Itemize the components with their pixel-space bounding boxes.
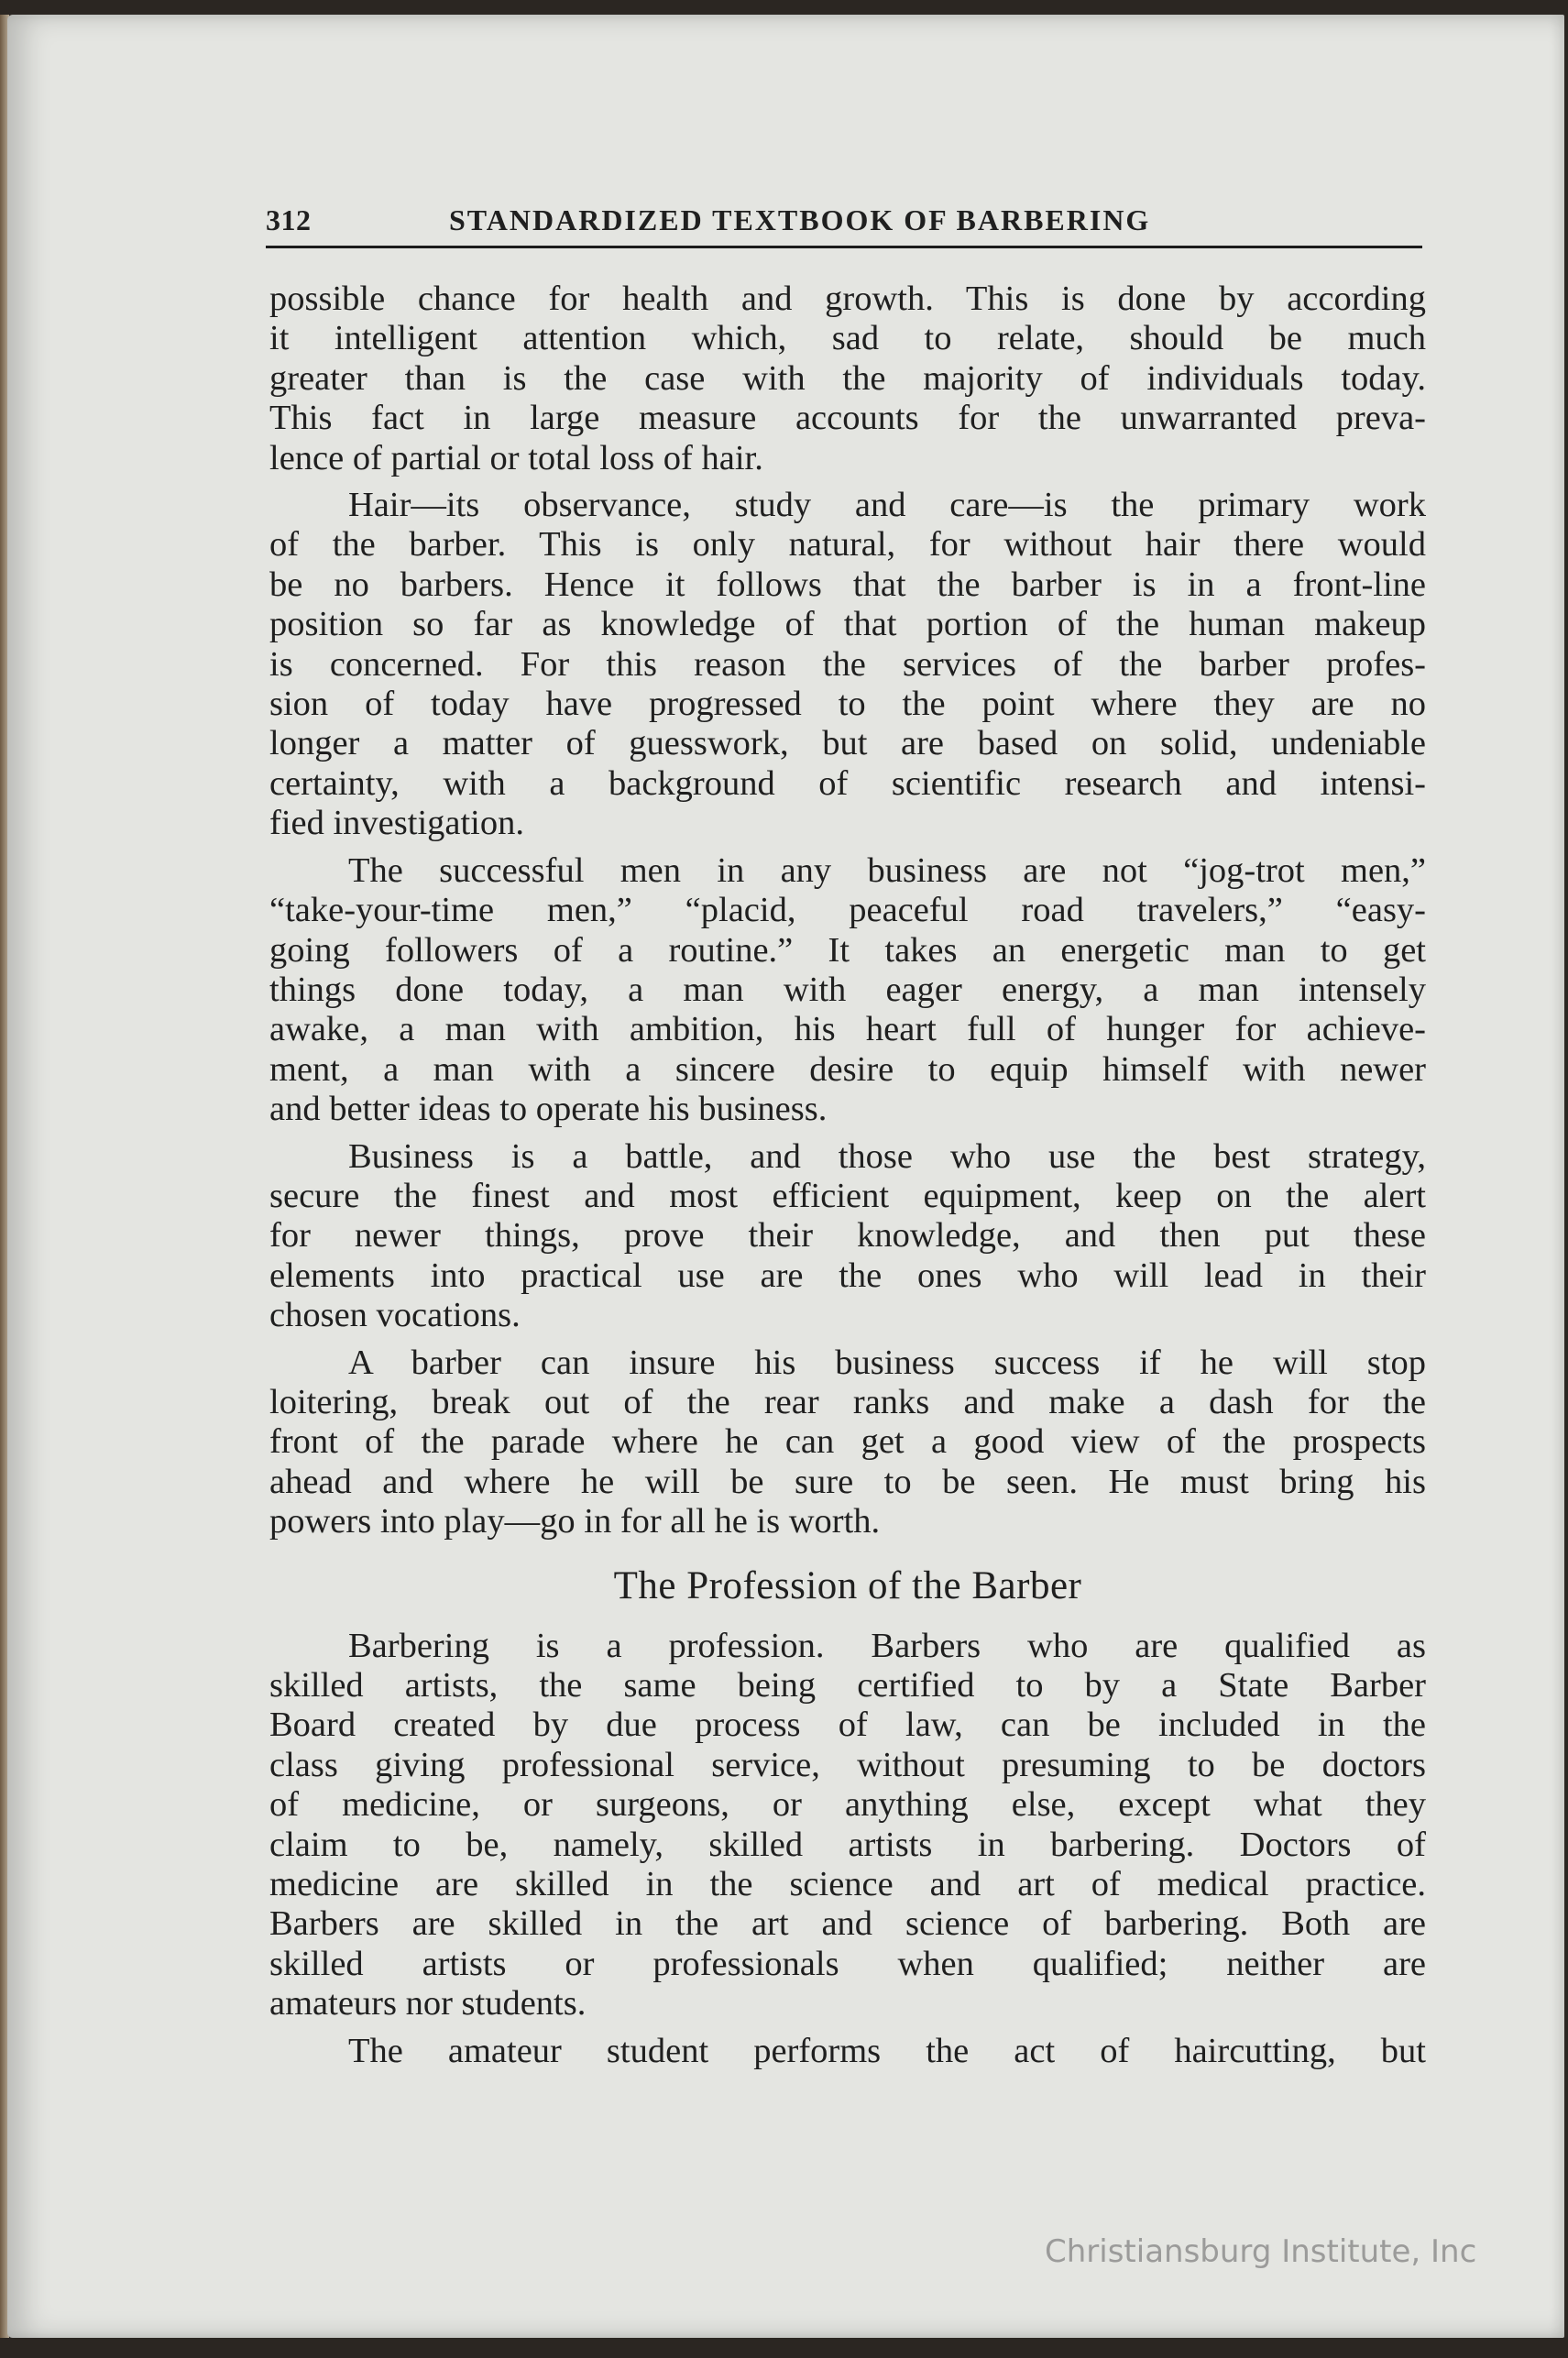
text-line: lence of partial or total loss of hair. bbox=[269, 438, 763, 477]
text-line: things done today, a man with eager energy, a man intensely bbox=[269, 970, 1426, 1009]
page-header bbox=[266, 200, 1422, 248]
text-line: skilled artists, the same being certified to by a State Barber bbox=[269, 1666, 1426, 1705]
text-line: This fact in large measure accounts for the unwarranted preva- bbox=[269, 399, 1426, 438]
text-line: of medicine, or surgeons, or anything else, except what they bbox=[269, 1785, 1426, 1825]
text-line: possible chance for health and growth. This is done by according bbox=[269, 280, 1426, 318]
paragraph-1 bbox=[269, 280, 1426, 478]
body-text bbox=[269, 280, 1426, 2078]
text-line: Barbering is a profession. Barbers who are qualified as bbox=[348, 1626, 1426, 1665]
text-line: The amateur student performs the act of haircutting, but bbox=[348, 2031, 1426, 2070]
paragraph-6 bbox=[269, 1627, 1426, 2024]
paragraph-2 bbox=[269, 486, 1426, 844]
text-line: be no barbers. Hence it follows that the barber is in a front-line bbox=[269, 565, 1426, 604]
text-line: it intelligent attention which, sad to relate, should be much bbox=[269, 319, 1426, 358]
text-line: Board created by due process of law, can be included in the bbox=[269, 1705, 1426, 1745]
text-line: sion of today have progressed to the point where they are no bbox=[269, 685, 1426, 724]
text-line: loitering, break out of the rear ranks and make a dash for the bbox=[269, 1382, 1426, 1421]
text-line: ahead and where he will be sure to be seen. He must bring his bbox=[269, 1462, 1426, 1501]
paragraph-7 bbox=[269, 2032, 1426, 2071]
text-line: of the barber. This is only natural, for without hair there would bbox=[269, 525, 1426, 565]
text-line: Hair—its observance, study and care—is the primary work bbox=[348, 486, 1426, 525]
text-line: certainty, with a background of scientific research and intensi- bbox=[269, 763, 1426, 803]
text-line: position so far as knowledge of that portion of the human makeup bbox=[269, 605, 1426, 644]
paragraph-3 bbox=[269, 851, 1426, 1130]
page-number: 312 bbox=[266, 203, 312, 236]
text-line: The successful men in any business are not “jog-trot men,” bbox=[348, 850, 1426, 890]
text-line: Business is a battle, and those who use the best strategy, bbox=[348, 1136, 1426, 1176]
text-line: front of the parade where he can get a good view of the prospects bbox=[269, 1422, 1426, 1462]
section-heading: The Profession of the Barber bbox=[613, 1563, 1082, 1607]
text-line: amateurs nor students. bbox=[269, 1984, 587, 2023]
text-line: elements into practical use are the ones who will lead in their bbox=[269, 1256, 1426, 1295]
text-line: claim to be, namely, skilled artists in barbering. Doctors of bbox=[269, 1825, 1426, 1864]
text-line: is concerned. For this reason the services of the barber profes- bbox=[269, 644, 1426, 684]
text-line: medicine are skilled in the science and art of medical practice. bbox=[269, 1865, 1426, 1904]
text-line: going followers of a routine.” It takes an energetic man to get bbox=[269, 930, 1426, 970]
text-line: ment, a man with a sincere desire to equip himself with newer bbox=[269, 1049, 1426, 1089]
text-line: “take-your-time men,” “placid, peaceful road travelers,” “easy- bbox=[269, 891, 1426, 930]
text-line: skilled artists or professionals when qualified; neither are bbox=[269, 1944, 1426, 1983]
text-line: chosen vocations. bbox=[269, 1296, 521, 1335]
text-line: for newer things, prove their knowledge, and then put these bbox=[269, 1216, 1426, 1256]
running-head: STANDARDIZED TEXTBOOK OF BARBERING bbox=[449, 203, 1151, 236]
text-line: greater than is the case with the majority of individuals today. bbox=[269, 358, 1426, 398]
text-line: awake, a man with ambition, his heart full of hunger for achieve- bbox=[269, 1010, 1426, 1049]
paragraph-4 bbox=[269, 1137, 1426, 1336]
text-line: powers into play—go in for all he is worth. bbox=[269, 1502, 881, 1541]
paragraph-5 bbox=[269, 1344, 1426, 1542]
text-line: fied investigation. bbox=[269, 804, 524, 843]
text-line: Barbers are skilled in the art and science of barbering. Both are bbox=[269, 1904, 1426, 1944]
watermark: Christiansburg Institute, Inc bbox=[1045, 2233, 1477, 2270]
text-line: A barber can insure his business success if he will stop bbox=[348, 1343, 1426, 1382]
text-line: longer a matter of guesswork, but are based on solid, undeniable bbox=[269, 724, 1426, 763]
text-line: secure the finest and most efficient equipment, keep on the alert bbox=[269, 1176, 1426, 1215]
text-line: class giving professional service, without presuming to be doctors bbox=[269, 1745, 1426, 1784]
text-line: and better ideas to operate his business. bbox=[269, 1090, 828, 1129]
